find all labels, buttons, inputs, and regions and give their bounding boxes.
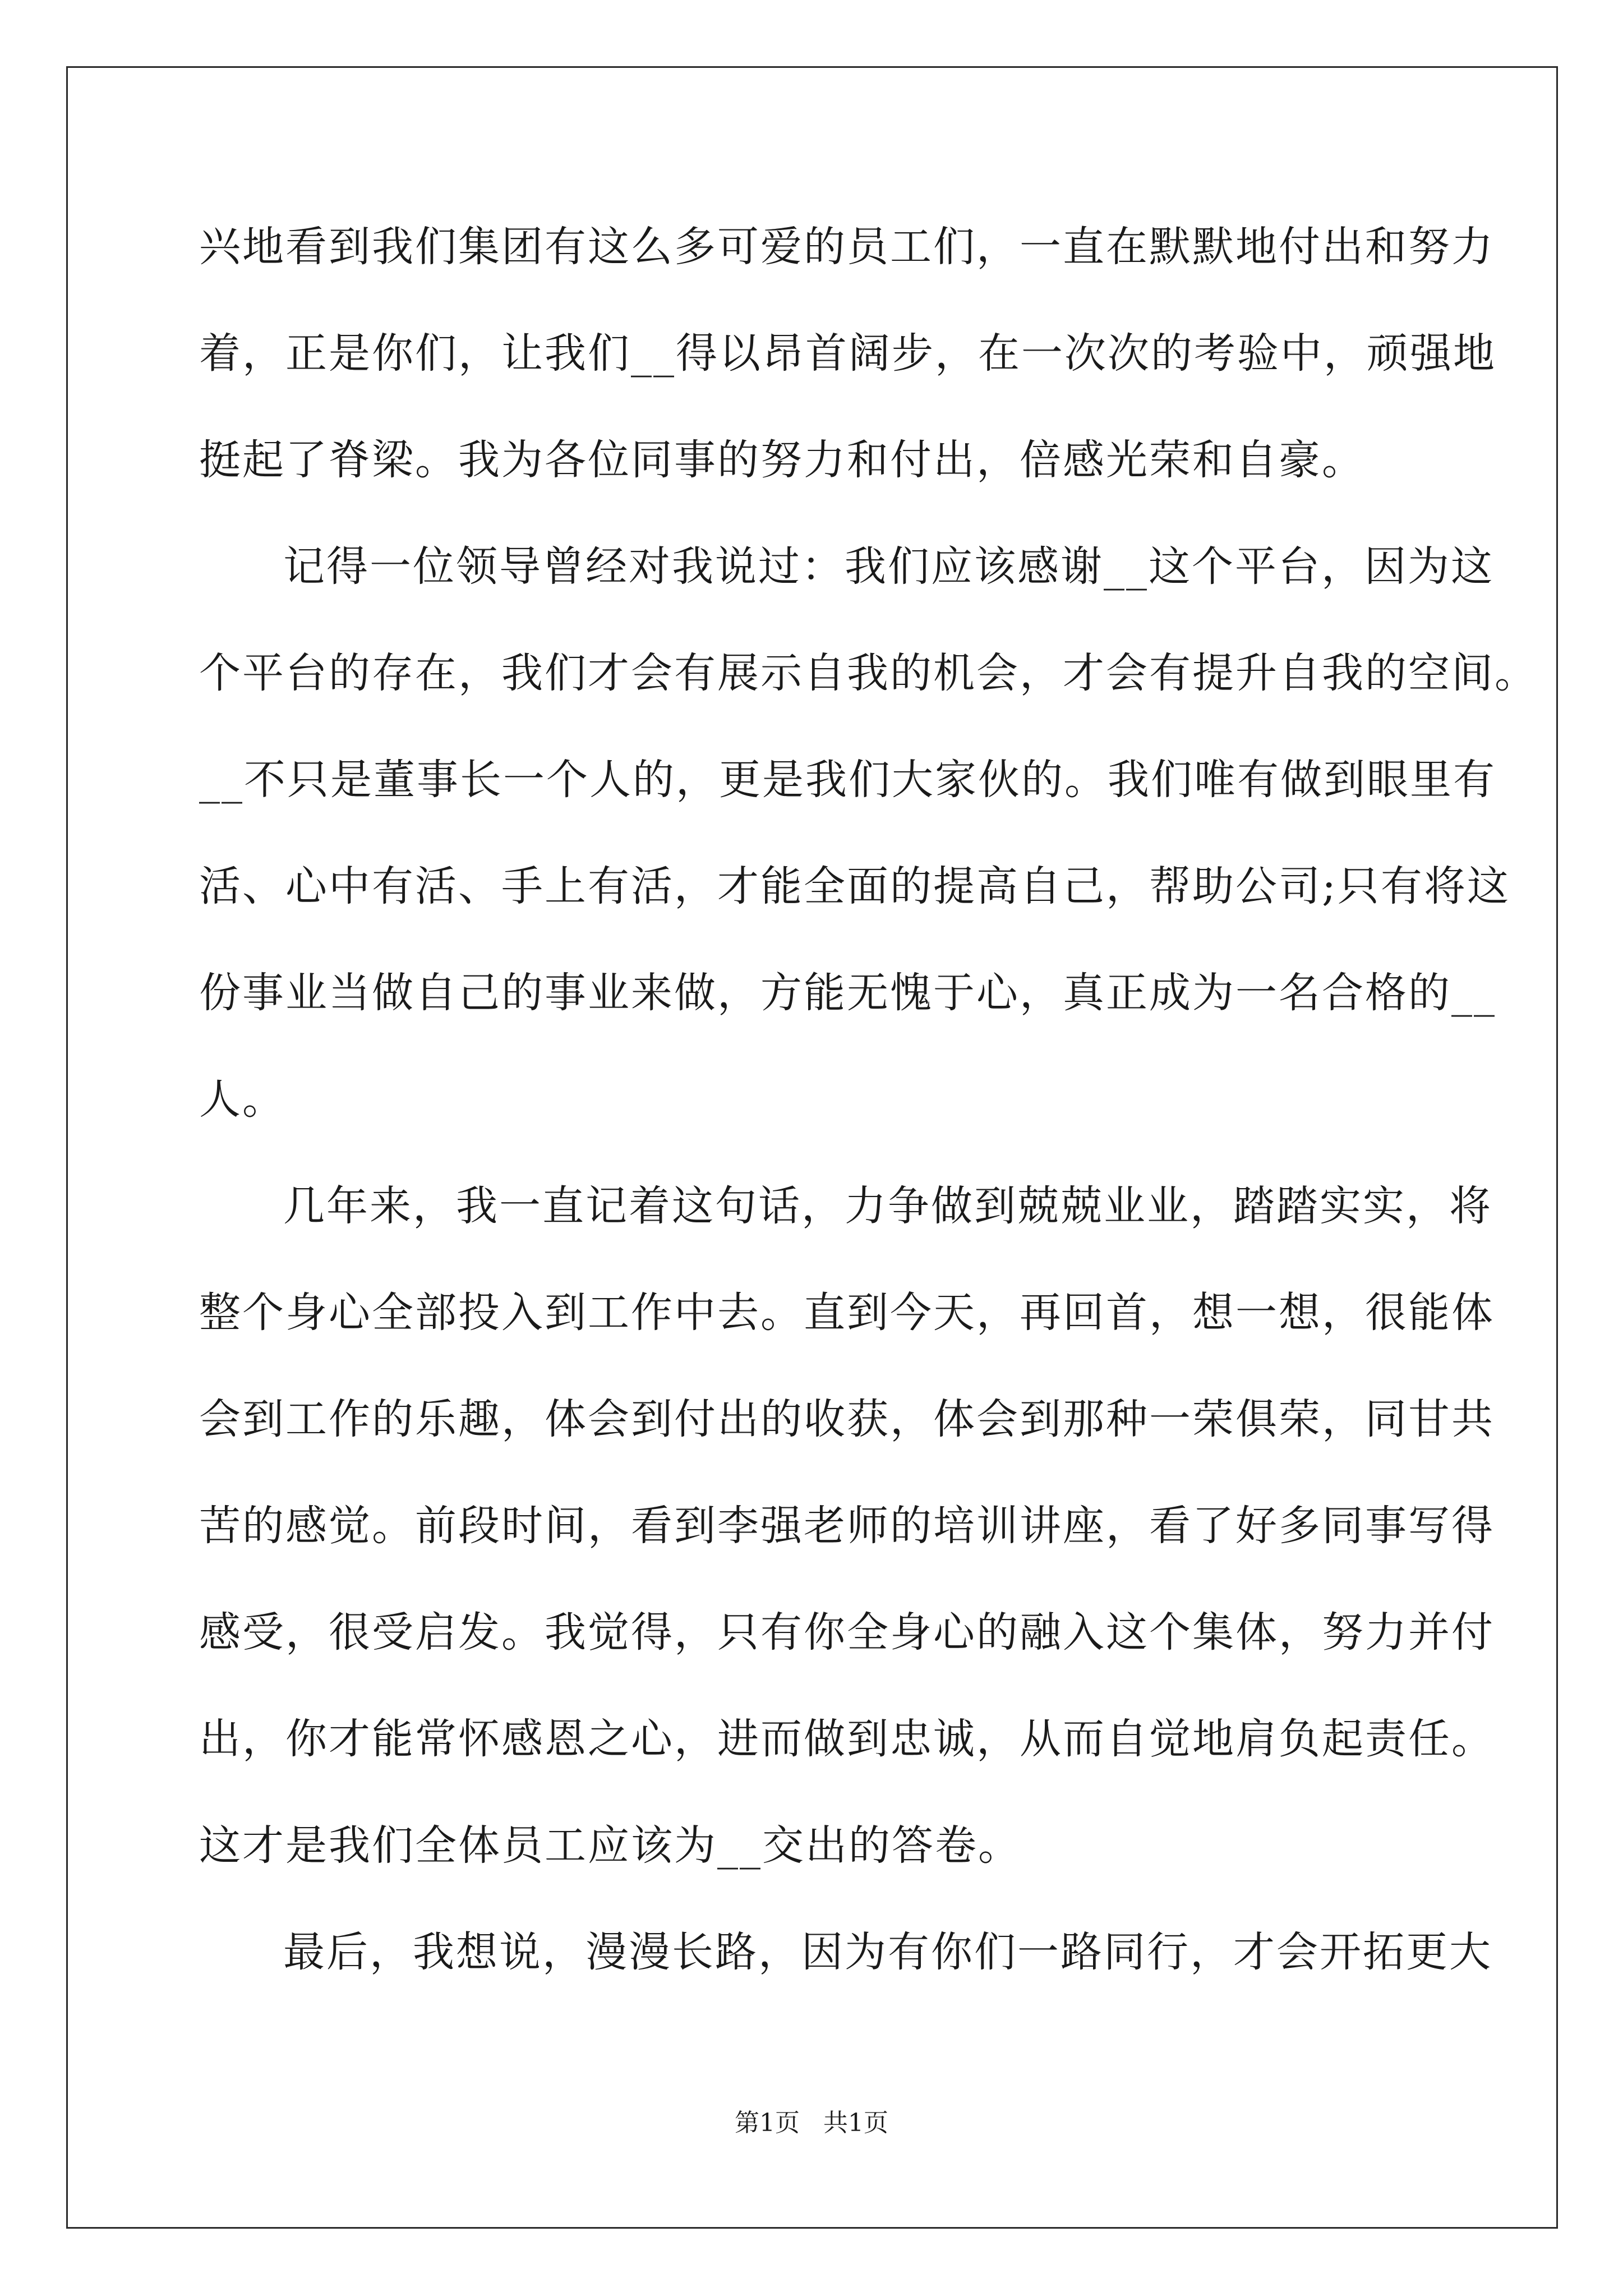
text-line: 最后，我想说，漫漫长路，因为有你们一路同行，才会开拓更大 — [283, 1928, 1492, 1976]
text-line: 感受，很受启发。我觉得，只有你全身心的融入这个集体，努力并付 — [199, 1608, 1495, 1657]
text-line: 会到工作的乐趣，体会到付出的收获，体会到那种一荣俱荣，同甘共 — [199, 1395, 1495, 1443]
text-line: 苦的感觉。前段时间，看到李强老师的培训讲座，看了好多同事写得 — [199, 1502, 1495, 1550]
text-line: 兴地看到我们集团有这么多可爱的员工们，一直在默默地付出和努力 — [199, 223, 1495, 271]
text-line: 着，正是你们，让我们__得以昂首阔步，在一次次的考验中，顽强地 — [199, 329, 1496, 378]
page-number-footer: 第1页 共1页 — [735, 2109, 888, 2137]
text-line: 记得一位领导曾经对我说过：我们应该感谢__这个平台，因为这 — [283, 542, 1494, 591]
text-line: 这才是我们全体员工应该为__交出的答卷。 — [199, 1821, 1021, 1870]
text-line: 人。 — [199, 1075, 285, 1124]
page-border — [66, 66, 1558, 2229]
text-line: 挺起了脊梁。我为各位同事的努力和付出，倍感光荣和自豪。 — [199, 436, 1365, 484]
text-line: 个平台的存在，我们才会有展示自我的机会，才会有提升自我的空间。 — [199, 649, 1538, 697]
text-line: 整个身心全部投入到工作中去。直到今天，再回首，想一想，很能体 — [199, 1289, 1495, 1337]
text-line: 几年来，我一直记着这句话，力争做到兢兢业业，踏踏实实，将 — [283, 1182, 1492, 1230]
text-line: 份事业当做自己的事业来做，方能无愧于心，真正成为一名合格的__ — [199, 969, 1496, 1017]
text-line: 出，你才能常怀感恩之心，进而做到忠诚，从而自觉地肩负起责任。 — [199, 1715, 1495, 1763]
text-line: __不只是董事长一个人的，更是我们大家伙的。我们唯有做到眼里有 — [199, 756, 1496, 804]
text-line: 活、心中有活、手上有活，才能全面的提高自己，帮助公司;只有将这 — [199, 862, 1510, 910]
